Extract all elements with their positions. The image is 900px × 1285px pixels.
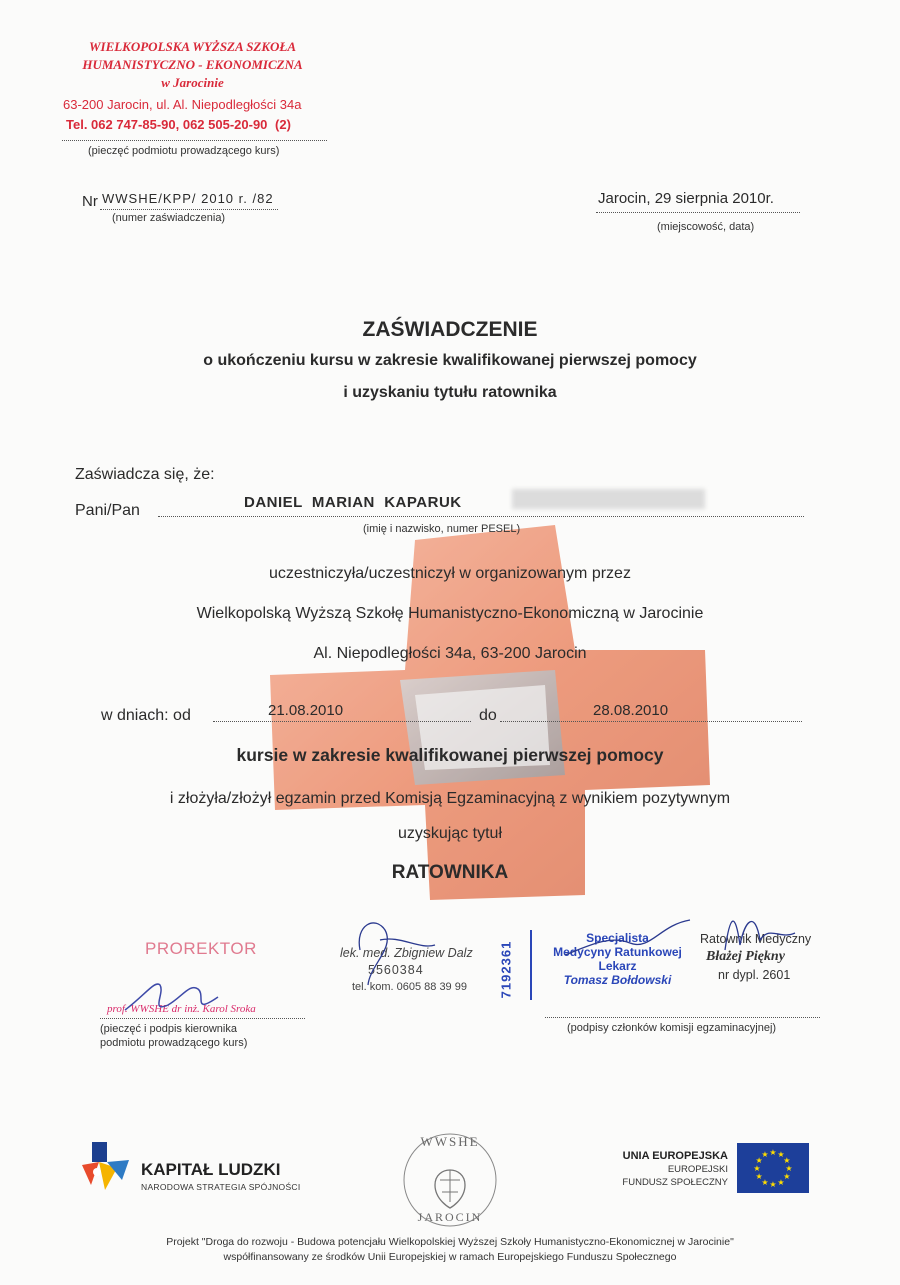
obtaining-line: uzyskując tytuł	[397, 825, 503, 842]
pesel-redaction	[512, 489, 705, 509]
stamp-line-1: WIELKOPOLSKA WYŻSZA SZKOŁA	[88, 39, 297, 54]
prorektor-name: prof. WWSHE dr inż. Karol Sroka	[107, 1003, 256, 1015]
cert-number-line	[100, 209, 278, 210]
holder-name: DANIEL MARIAN KAPARUK	[244, 494, 462, 511]
doc-subtitle-2: i uzyskaniu tytułu ratownika	[343, 384, 557, 401]
name-line	[158, 516, 804, 517]
rescuer-title: RATOWNIKA	[391, 862, 509, 883]
cert-number-prefix: Nr	[82, 193, 98, 210]
doctor-line-3: tel. kom. 0605 88 39 99	[352, 981, 467, 993]
stamp-phone-text: Tel. 062 747-85-90, 062 505-20-90	[66, 117, 268, 132]
place-date-line	[596, 212, 800, 213]
spec-line-4: Tomasz Bołdowski	[563, 973, 672, 987]
prorektor-signature	[120, 975, 230, 1020]
stamp-caption: (pieczęć podmiotu prowadzącego kurs)	[88, 145, 280, 157]
stamp-line-2: HUMANISTYCZNO - EKONOMICZNA	[82, 57, 303, 72]
eu-star-icon: ★	[785, 1164, 793, 1173]
cert-number-value: WWSHE/KPP/ 2010 r. /82	[102, 191, 274, 206]
spec-line-1: Specjalista	[586, 931, 649, 945]
dates-to-label: do	[479, 707, 497, 724]
doc-subtitle-1: o ukończeniu kursu w zakresie kwalifikowanej pierwszej pomocy	[203, 352, 697, 369]
paramedic-signature	[715, 905, 805, 965]
project-line-1: Projekt "Droga do rozwoju - Budowa potencjału Wielkopolskiej Wyższej Szkoły Humanistyczno-Ekonomicznej w Jarocinie"	[166, 1236, 734, 1248]
eu-star-icon: ★	[777, 1150, 785, 1160]
stamp-phone-suffix: (2)	[275, 117, 291, 132]
eu-star-icon: ★	[755, 1172, 763, 1181]
eu-stars-icon	[737, 1143, 809, 1193]
school-line: Wielkopolską Wyższą Szkołę Humanistyczno-Ekonomiczną w Jarocinie	[196, 605, 704, 622]
left-signature-line	[100, 1018, 305, 1019]
place-date: Jarocin, 29 sierpnia 2010r.	[598, 190, 774, 207]
project-note	[0, 1235, 900, 1265]
prorektor-stamp: PROREKTOR	[145, 939, 257, 958]
paramedic-line-2: Błażej Piękny	[706, 949, 785, 964]
place-date-caption: (miejscowość, data)	[657, 221, 755, 233]
name-caption: (imię i nazwisko, numer PESEL)	[363, 523, 521, 535]
right-signature-caption: (podpisy członków komisji egzaminacyjnej)	[567, 1022, 777, 1034]
eu-text-block	[600, 1150, 728, 1189]
kapital-ludzki-subtitle: NARODOWA STRATEGIA SPÓJNOŚCI	[141, 1182, 301, 1192]
course-name: kursie w zakresie kwalifikowanej pierwszej pomocy	[236, 745, 664, 765]
institution-stamp	[60, 38, 325, 92]
stamp-line	[62, 140, 327, 141]
specialist-signature	[560, 915, 700, 975]
university-seal	[400, 1130, 500, 1230]
vertical-number-box	[498, 930, 527, 1010]
stamp-divider	[530, 930, 532, 1000]
right-signature-line	[545, 1017, 820, 1018]
date-from: 21.08.2010	[268, 702, 344, 719]
doctor-signature	[340, 910, 460, 995]
dates-label: w dniach: od	[101, 707, 191, 724]
paramedic-line-1: Ratownik Medyczny	[700, 932, 812, 946]
eu-star-icon: ★	[753, 1164, 761, 1173]
stamp-phone	[66, 117, 291, 132]
eu-title: UNIA EUROPEJSKA	[622, 1150, 728, 1162]
left-caption-2: podmiotu prowadzącego kurs)	[100, 1037, 248, 1049]
stamp-line-3: w Jarocinie	[161, 75, 224, 90]
eu-subtitle-2: FUNDUSZ SPOŁECZNY	[622, 1177, 728, 1188]
date-to-line	[500, 721, 802, 722]
kapital-ludzki-title: KAPITAŁ LUDZKI	[141, 1160, 281, 1179]
eu-star-icon: ★	[761, 1150, 769, 1160]
eu-star-icon: ★	[783, 1156, 791, 1165]
doctor-line-1: lek. med. Zbigniew Dalz	[340, 946, 473, 960]
paramedic-line-3: nr dypl. 2601	[718, 968, 791, 982]
doctor-line-2: 5560384	[368, 963, 424, 977]
eu-star-icon: ★	[783, 1172, 791, 1181]
vertical-number: 7192361	[498, 940, 514, 999]
seal-bottom-text: JAROCIN	[417, 1210, 483, 1224]
eu-star-icon: ★	[755, 1156, 763, 1165]
exam-line: i złożyła/złożył egzamin przed Komisją Egzaminacyjną z wynikiem pozytywnym	[169, 790, 731, 807]
doc-title: ZAŚWIADCZENIE	[362, 318, 538, 341]
eu-flag	[737, 1143, 809, 1193]
pani-pan-label: Pani/Pan	[75, 502, 140, 519]
eu-star-icon: ★	[777, 1177, 785, 1187]
project-line-2: współfinansowany ze środków Unii Europejskiej w ramach Europejskiego Funduszu Społecznego	[223, 1251, 677, 1263]
stamp-address: 63-200 Jarocin, ul. Al. Niepodległości 34a	[63, 97, 302, 112]
spec-line-3: Lekarz	[598, 959, 637, 973]
address-line: Al. Niepodległości 34a, 63-200 Jarocin	[313, 645, 587, 662]
eu-star-icon: ★	[761, 1177, 769, 1187]
participated-line: uczestniczyła/uczestniczył w organizowanym przez	[269, 565, 631, 582]
seal-top-text: WWSHE	[420, 1134, 480, 1149]
left-caption-1: (pieczęć i podpis kierownika	[100, 1023, 237, 1035]
cert-number-caption: (numer zaświadczenia)	[112, 212, 226, 224]
spec-line-2: Medycyny Ratunkowej	[553, 945, 682, 959]
left-signature-caption	[100, 1022, 247, 1050]
eu-subtitle-1: EUROPEJSKI	[667, 1164, 728, 1175]
date-from-line	[213, 721, 471, 722]
certifies-label: Zaświadcza się, że:	[75, 466, 215, 483]
eu-star-icon: ★	[769, 1148, 777, 1157]
date-to: 28.08.2010	[593, 702, 669, 719]
eu-star-icon: ★	[769, 1180, 777, 1189]
kapital-ludzki-logo	[77, 1140, 133, 1198]
